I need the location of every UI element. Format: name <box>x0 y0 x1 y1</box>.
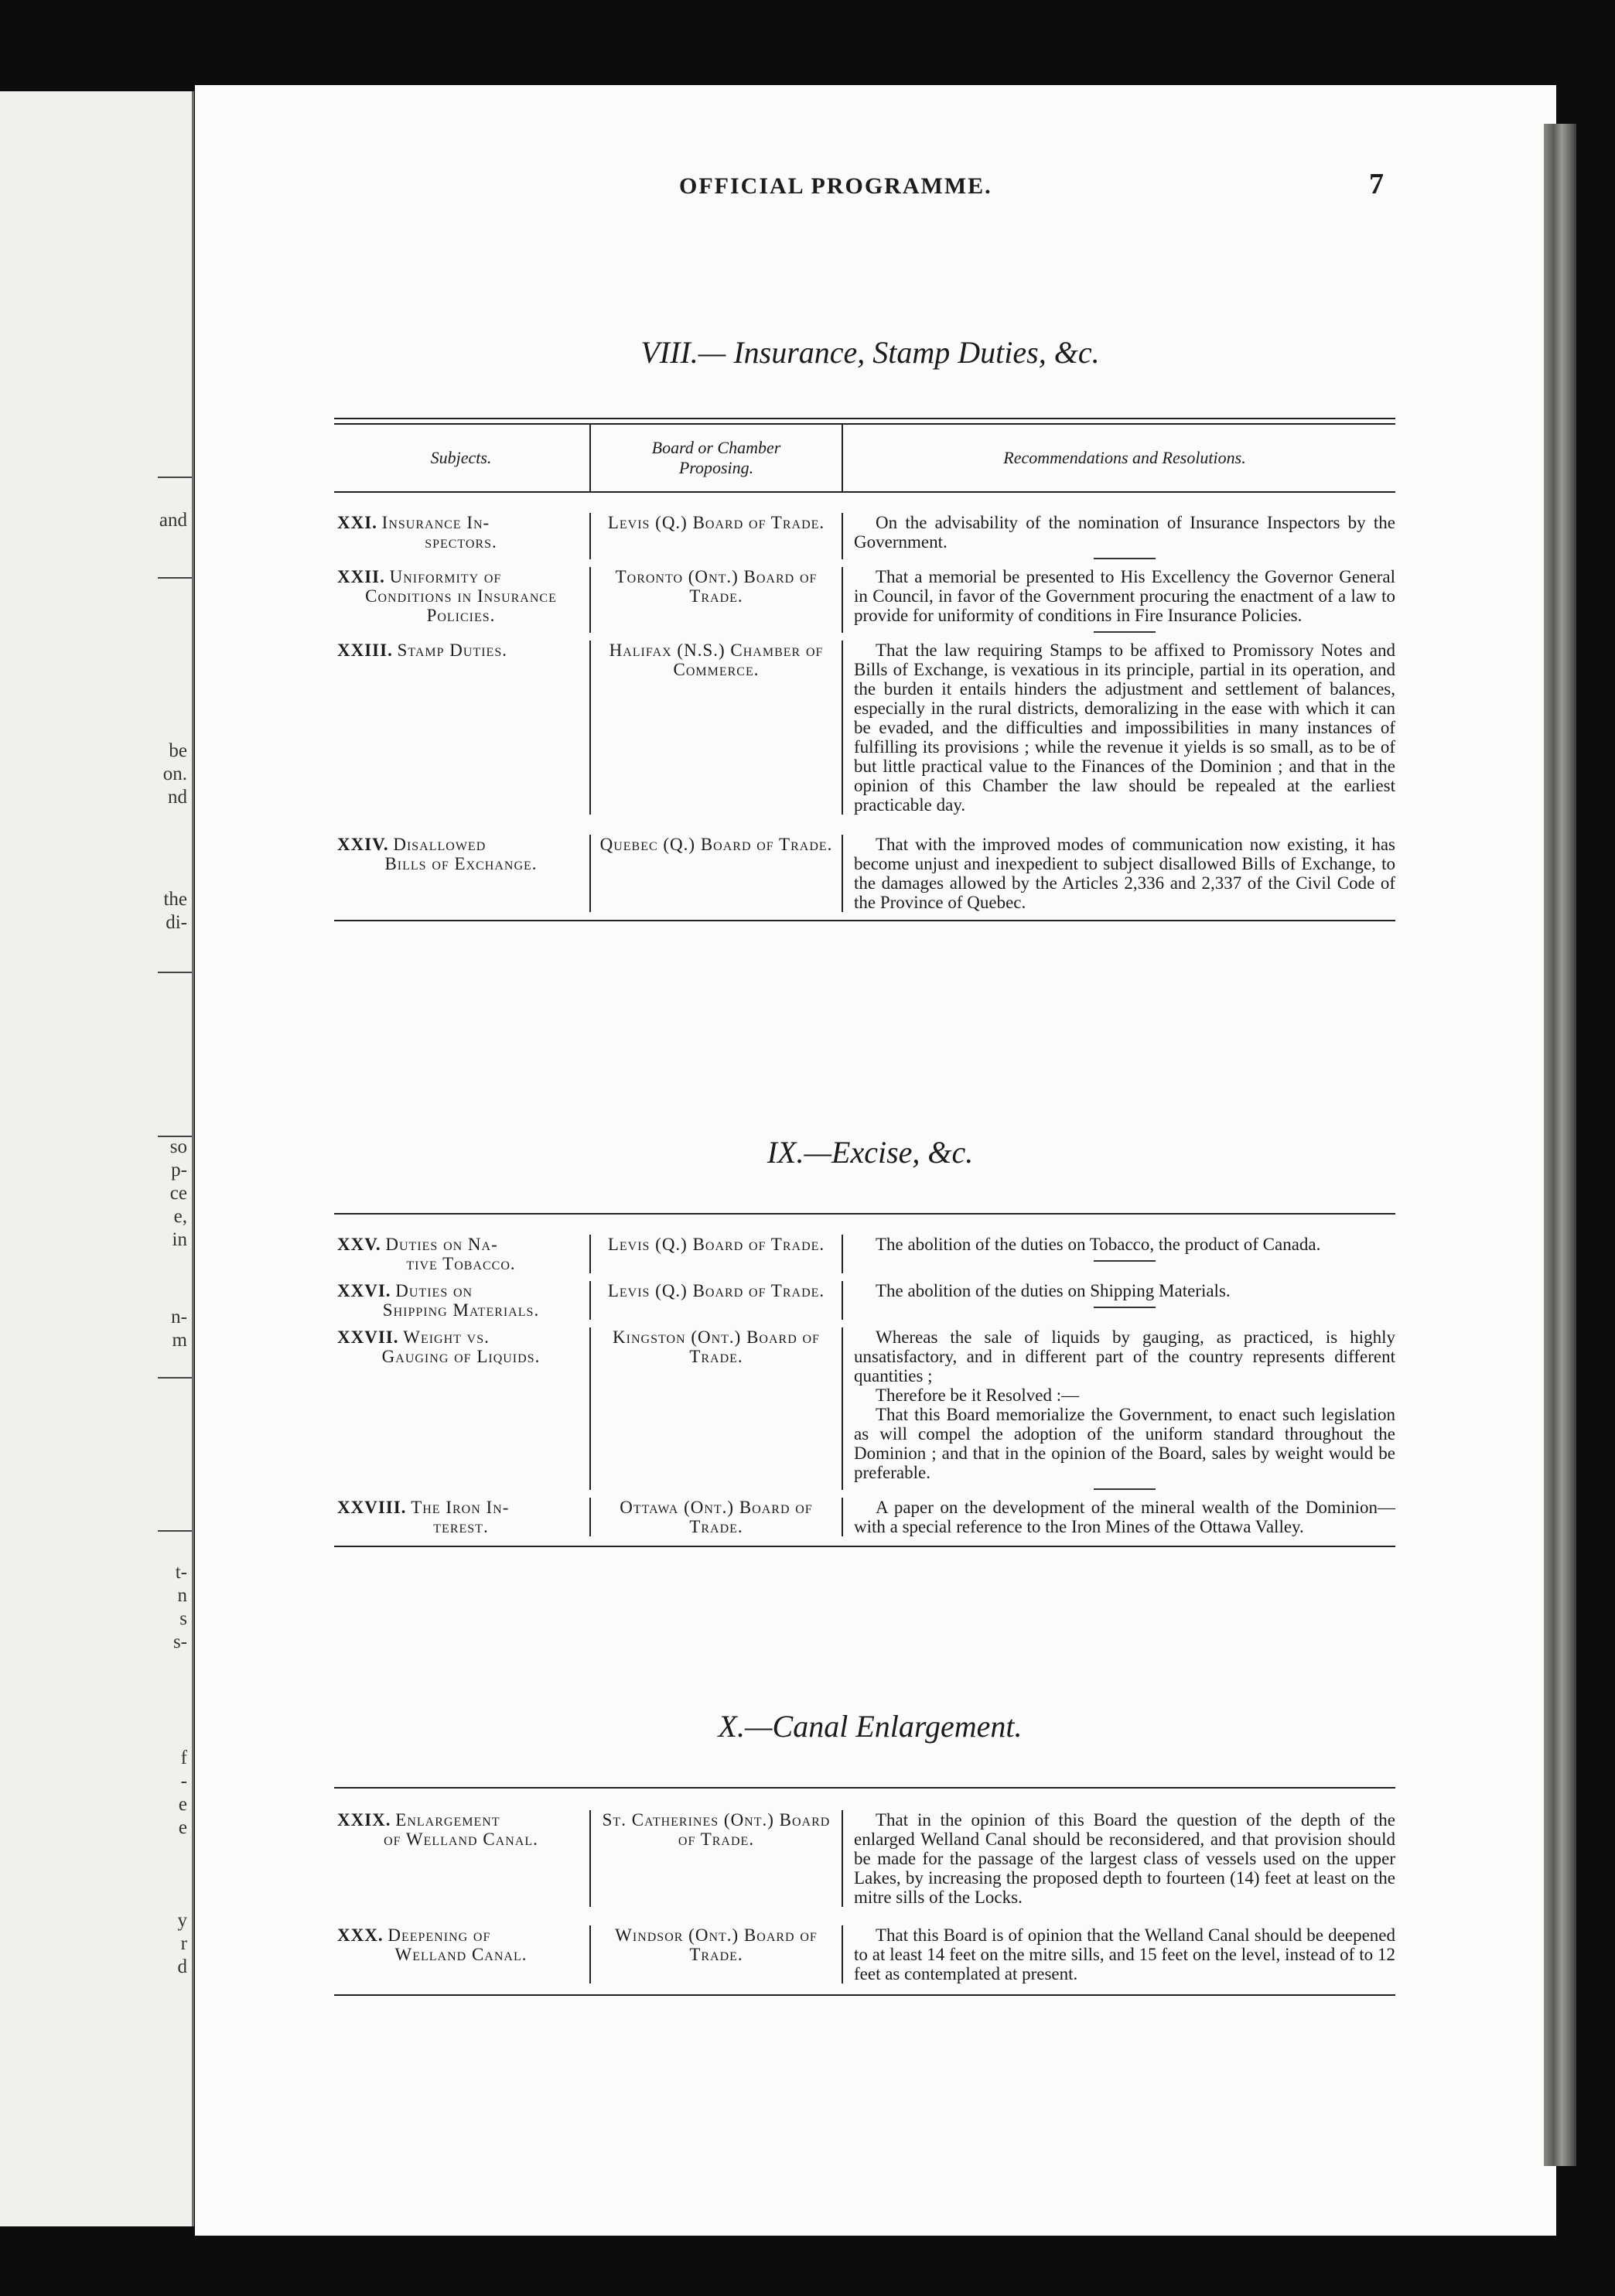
left-fragment: m <box>172 1330 187 1351</box>
left-fragment: e, <box>173 1206 187 1227</box>
left-fragment: p- <box>171 1160 187 1180</box>
table-rule <box>334 920 1395 921</box>
left-rule <box>158 577 192 579</box>
left-page-edge <box>0 91 194 2226</box>
section-title-viii: VIII.— Insurance, Stamp Duties, &c. <box>640 335 1100 370</box>
table-row: XXIX. Enlargement of Welland Canal. St. Catherines (Ont.) Board of Trade. That in the opinion of this Board the question of the depth of the enlarged Welland Canal should be reconsidered, and that provision should be made for the passage of the largest class of vessels used on the upper Lakes, by increasing the proposed depth to fourteen (14) feet at least on the mitre sills of the Locks. <box>337 1810 1395 1907</box>
left-fragment: f <box>180 1748 187 1768</box>
left-rule <box>158 972 192 973</box>
page-edge-shadow <box>1544 124 1576 2166</box>
left-fragment: on. <box>162 764 187 784</box>
page-number: 7 <box>1369 168 1384 200</box>
left-fragment: s <box>179 1608 187 1629</box>
table-section-ix <box>334 1213 1395 1547</box>
left-rule <box>158 1377 192 1379</box>
left-fragment: e <box>178 1794 187 1815</box>
section-title-ix: IX.—Excise, &c. <box>767 1135 974 1170</box>
table-rule <box>334 1994 1395 1996</box>
table-row: XXVI. Duties on Shipping Materials. Levis (Q.) Board of Trade. The abolition of the duties on Shipping Materials. <box>337 1281 1231 1320</box>
left-fragment: s- <box>172 1631 187 1652</box>
left-fragment: n- <box>171 1307 187 1327</box>
left-fragment: the <box>163 889 187 910</box>
left-fragment: e <box>178 1817 187 1838</box>
table-row: XXVII. Weight vs. Gauging of Liquids. Kingston (Ont.) Board of Trade. Whereas the sale of liquids by gauging, as practiced, is highly unsatisfactory, and in different part of the country represents different quantities ; Therefore be it Resolved :— That this Board memorialize the Government, to enact such legislation as will compel the adoption of the uniform standard throughout the Dominion ; and that in the opinion of the Board, sales by weight would be preferable. <box>334 1320 1395 1490</box>
table-row: XXII. Uniformity of Conditions in Insurance Policies. Toronto (Ont.) Board of Trade. That a memorial be presented to His Excellency the Governor General in Council, in favor of the Government procuring the enactment of a law to provide for uniformity of conditions in Fire Insurance Policies. <box>334 559 1395 633</box>
table-section-viii <box>334 418 1395 921</box>
col-header-subjects: Subjects. <box>430 448 492 467</box>
table-row: XXX. Deepening of Welland Canal. Windsor (Ont.) Board of Trade. That this Board is of opinion that the Welland Canal should be deepened to at least 14 feet on the mitre sills, and 15 feet on the level, instead of to 12 feet as contemplated at present. <box>337 1925 1395 1983</box>
left-fragment: di- <box>166 912 187 933</box>
section-title-x: X.—Canal Enlargement. <box>718 1709 1023 1744</box>
left-fragment: so <box>169 1136 187 1157</box>
table-row: XXI. Insurance In- spectors. Levis (Q.) Board of Trade. On the advisability of the nomination of Insurance Inspectors by the Government. <box>334 493 1395 559</box>
left-fragment: t- <box>175 1562 187 1583</box>
left-fragment: be <box>169 740 187 761</box>
table-section-x <box>334 1787 1395 1996</box>
left-fragment: in <box>172 1229 187 1250</box>
table-row: XXIV. Disallowed Bills of Exchange. Quebec (Q.) Board of Trade. That with the improved modes of communication now existing, it has become unjust and inexpedient to subject disallowed Bills of Exchange, to the damages allowed by the Articles 2,336 and 2,337 of the Civil Code of the Province of Quebec. <box>337 835 1395 912</box>
left-rule <box>158 1530 192 1532</box>
table-row: XXVIII. The Iron In- terest. Ottawa (Ont.) Board of Trade. A paper on the development of the mineral wealth of the Dominion—with a special reference to the Iron Mines of the Ottawa Valley. <box>337 1498 1395 1536</box>
running-head: OFFICIAL PROGRAMME. <box>679 173 992 199</box>
left-fragment: nd <box>168 787 187 808</box>
left-fragment: - <box>180 1771 187 1792</box>
table-row: XXV. Duties on Na- tive Tobacco. Levis (Q.) Board of Trade. The abolition of the duties on Tobacco, the product of Canada. <box>337 1235 1321 1273</box>
left-fragment: y <box>177 1910 187 1931</box>
left-fragment: and <box>159 510 187 531</box>
table-rule <box>334 1546 1395 1547</box>
col-header-recommendations: Recommendations and Resolutions. <box>1003 448 1246 467</box>
left-fragment: r <box>180 1933 187 1954</box>
left-fragment: ce <box>169 1183 187 1204</box>
col-header-board: Board or Chamber Proposing. <box>651 438 781 477</box>
left-fragment: d <box>177 1956 187 1977</box>
table-row: XXIII. Stamp Duties. Halifax (N.S.) Chamber of Commerce. That the law requiring Stamps to be affixed to Promissory Notes and Bills of Exchange, is vexatious in its principle, partial in its operation, and the burden it entails hinders the adjustment and settlement of balances, especially in the rural districts, demoralizing in the ease with which it can be evaded, and the difficulties and impossibilities in many instances of fulfilling its provisions ; while the revenue it yields is so small, as to be of but little practical value to the Finances of the Dominion ; and that in the opinion of this Chamber the law should be repealed at the earliest practicable day. <box>337 641 1395 815</box>
left-fragment: n <box>177 1585 187 1606</box>
table-rule <box>334 418 1395 419</box>
left-rule <box>158 477 192 478</box>
